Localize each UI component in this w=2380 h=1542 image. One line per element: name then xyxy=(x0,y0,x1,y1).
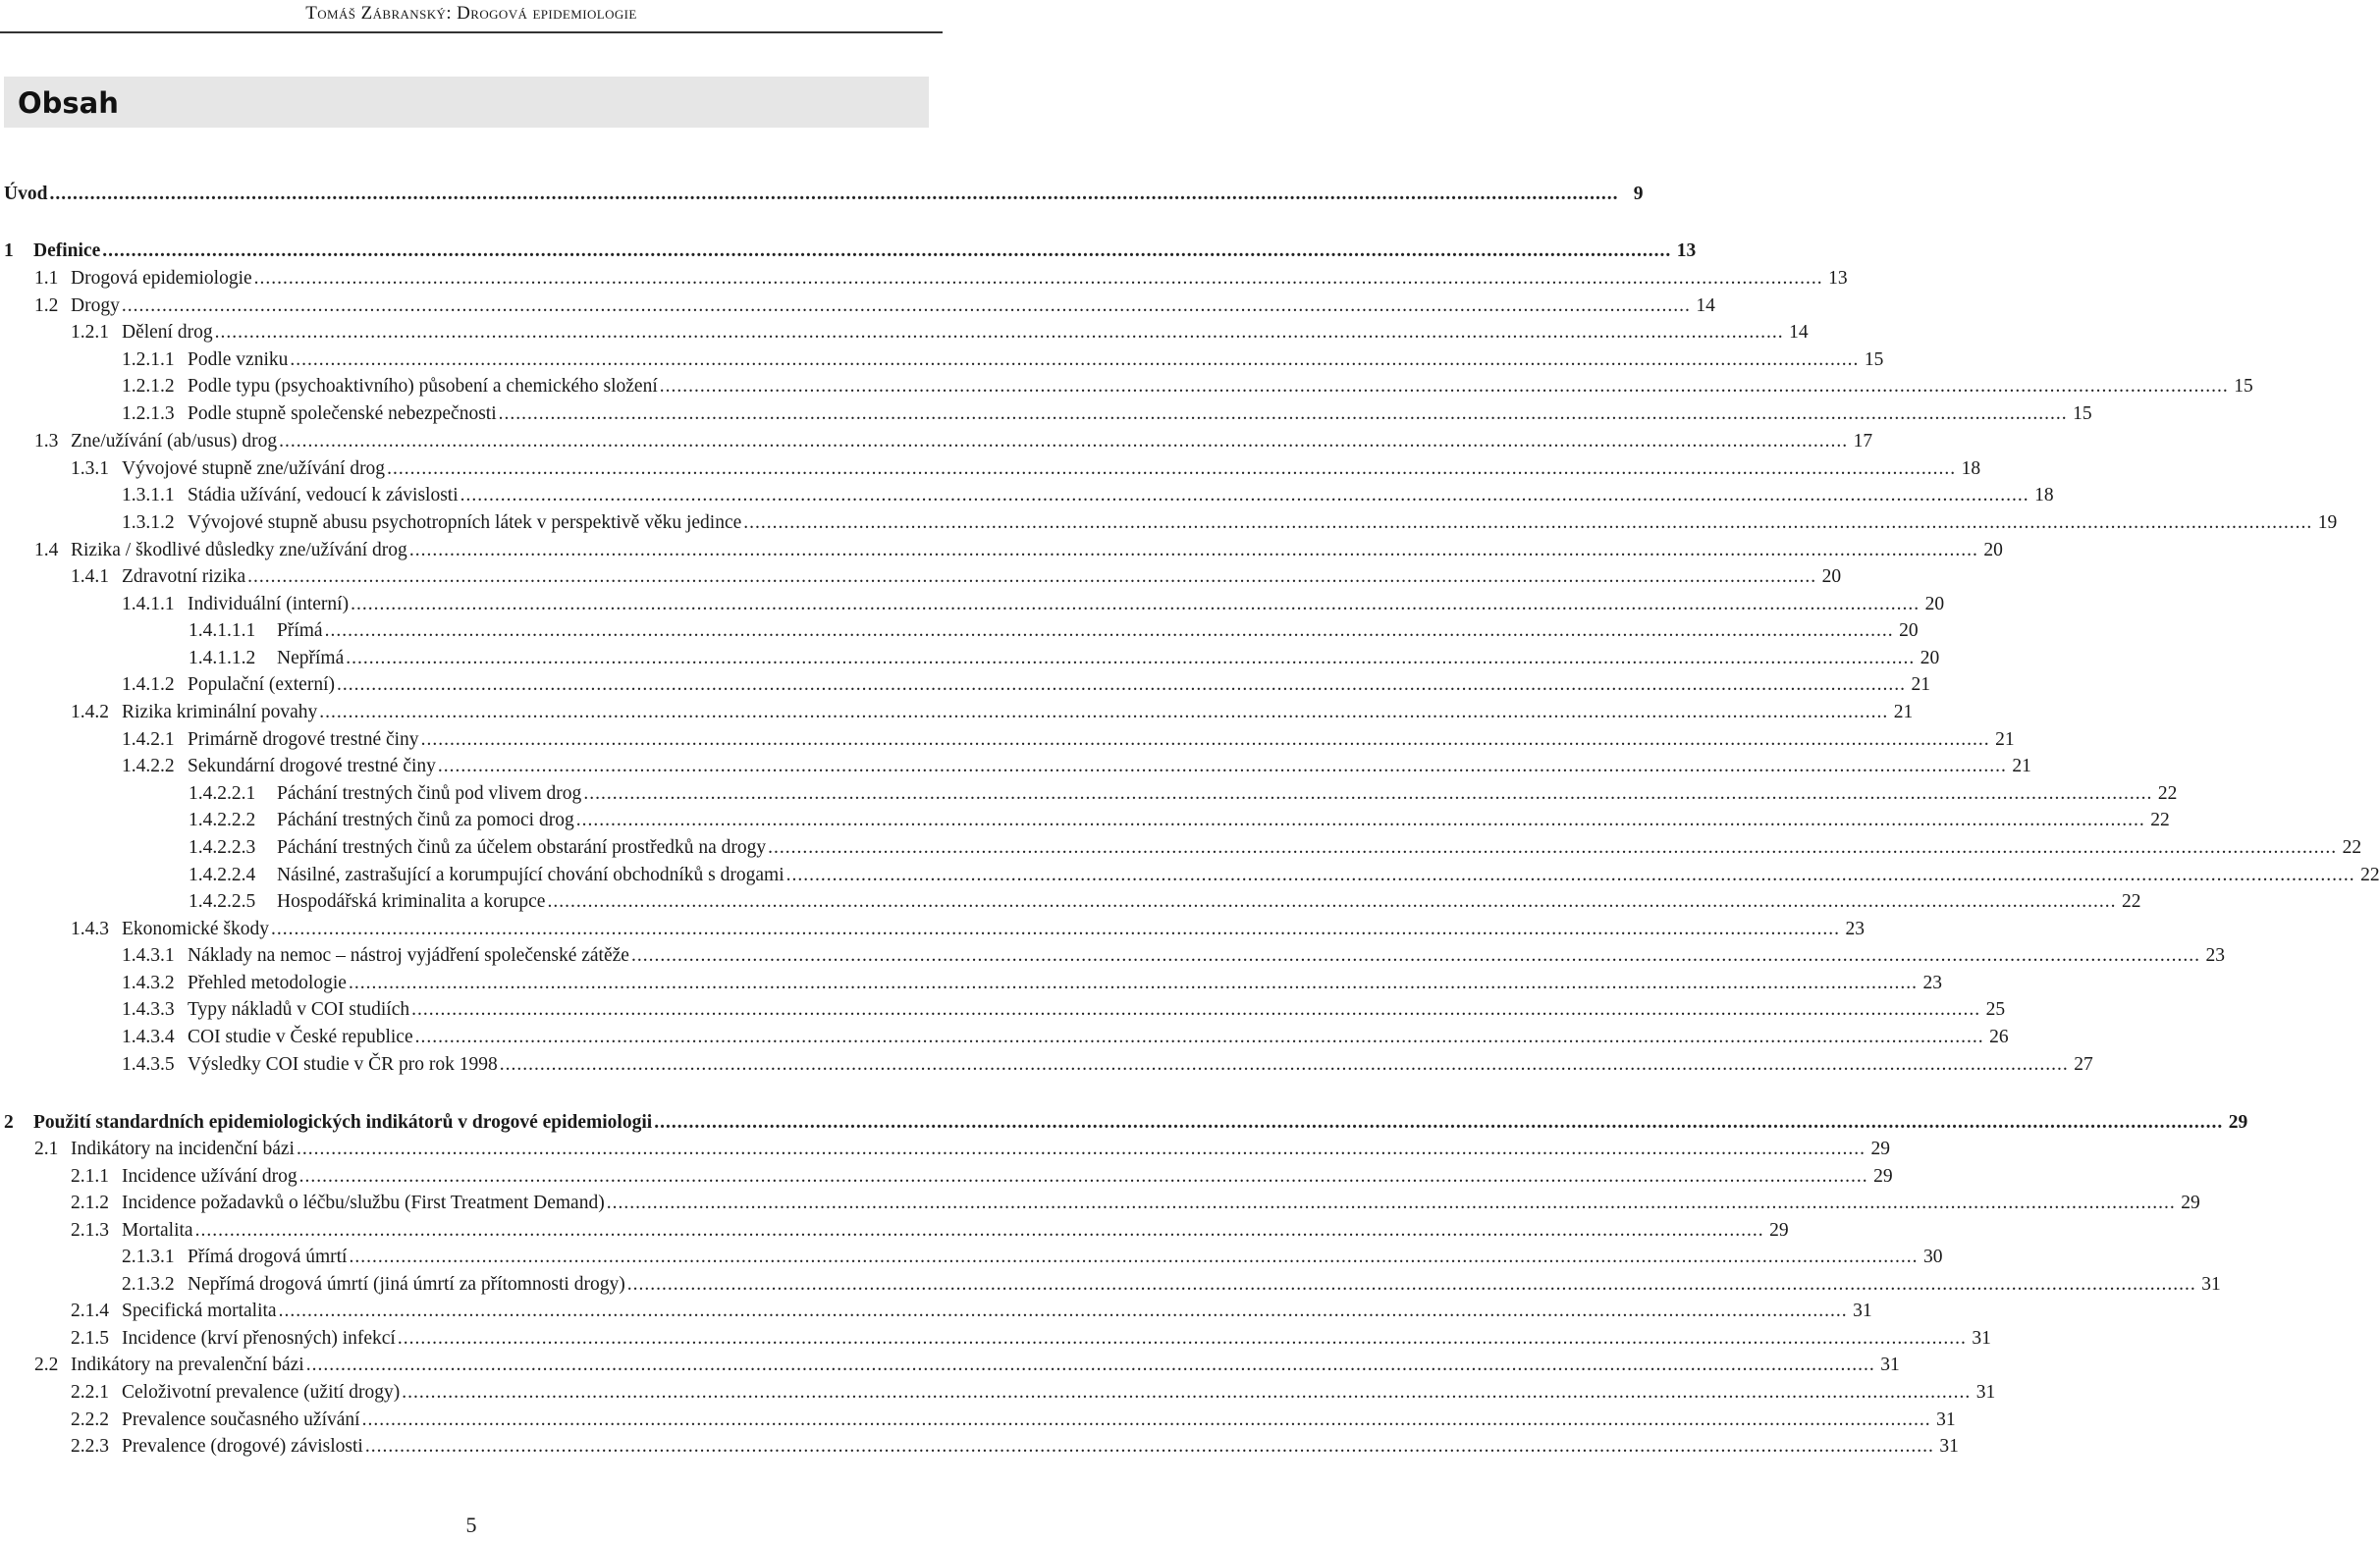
toc-dot-leader xyxy=(298,1164,1871,1190)
toc-dot-leader xyxy=(335,672,1909,698)
toc-entry-title: Páchání trestných činů pod vlivem drog xyxy=(277,783,582,804)
toc-entry-number: 1.4.2.2.5 xyxy=(189,891,256,912)
toc-entry-page: 21 xyxy=(1893,702,1914,722)
toc-dot-leader xyxy=(629,943,2203,969)
toc-dot-leader xyxy=(652,1110,2226,1136)
toc-entry-number: 2.1.4 xyxy=(71,1301,109,1321)
running-head-book-title: Drogová epidemiologie xyxy=(457,3,637,24)
toc-dot-leader xyxy=(277,1299,1851,1324)
toc-entry xyxy=(0,917,1866,942)
toc-entry-title: Drogy xyxy=(71,295,120,316)
toc-entry-page: 27 xyxy=(2074,1054,2093,1075)
toc-entry xyxy=(0,1218,1789,1244)
toc-dot-leader xyxy=(545,889,2119,915)
toc-entry-page: 17 xyxy=(1853,431,1873,452)
toc-entry-title: Podle typu (psychoaktivního) působení a chemického složení xyxy=(188,376,658,397)
toc-entry xyxy=(0,592,1945,617)
toc-dot-leader xyxy=(459,483,2032,508)
toc-entry-number: 1.3.1.1 xyxy=(122,485,175,505)
toc-entry-page: 15 xyxy=(2234,376,2253,397)
toc-entry-page: 31 xyxy=(1975,1382,1996,1403)
toc-dot-leader xyxy=(766,835,2340,861)
toc-entry-page: 15 xyxy=(2073,403,2092,424)
toc-entry-title: Individuální (interní) xyxy=(188,594,350,614)
toc-entry-number: 1.4.2.2.1 xyxy=(189,783,256,804)
toc-dot-leader xyxy=(413,1025,1987,1050)
toc-entry-title: Incidence požadavků o léčbu/službu (First Treatment Demand) xyxy=(122,1193,605,1213)
toc-entry-page: 23 xyxy=(1845,919,1866,939)
toc-entry-number: 1.4.1.2 xyxy=(122,674,175,695)
toc-dot-leader xyxy=(245,564,1819,590)
toc-entry-number: 1.4.1.1.1 xyxy=(189,620,256,641)
toc-entry-title: Přímá xyxy=(277,620,323,641)
toc-entry-title: Incidence užívání drog xyxy=(122,1166,298,1187)
toc-entry xyxy=(0,293,1715,319)
toc-dot-leader xyxy=(288,347,1862,373)
toc-entry xyxy=(0,1326,1991,1352)
toc-entry xyxy=(0,1052,2093,1078)
toc-entry-title: Dělení drog xyxy=(122,322,213,343)
toc-entry-title: Použití standardních epidemiologických indikátorů v drogové epidemiologii xyxy=(33,1112,653,1133)
toc-entry xyxy=(0,889,2141,915)
toc-entry xyxy=(0,781,2178,807)
toc-entry xyxy=(0,429,1873,454)
toc-dot-leader xyxy=(323,618,1897,644)
toc-dot-leader xyxy=(344,646,1918,671)
toc-entry xyxy=(0,1272,2221,1298)
toc-entry-page: 18 xyxy=(2034,485,2054,505)
toc-entry-page: 18 xyxy=(1961,458,1981,479)
toc-entry-title: Podle stupně společenské nebezpečnosti xyxy=(188,403,497,424)
toc-entry xyxy=(0,538,2003,563)
toc-entry xyxy=(0,754,2031,779)
toc-dot-leader xyxy=(277,429,1851,454)
toc-entry-number: 1.4.3.2 xyxy=(122,973,175,993)
toc-dot-leader xyxy=(741,510,2315,536)
toc-entry-page: 20 xyxy=(1920,648,1940,668)
toc-entry xyxy=(0,1353,1900,1378)
toc-entry-page: 23 xyxy=(1922,973,1942,993)
toc-entry-title: Mortalita xyxy=(122,1220,193,1241)
toc-entry-page: 19 xyxy=(2317,512,2338,533)
toc-entry-number: 1.3 xyxy=(34,431,59,452)
toc-dot-leader xyxy=(347,1245,1920,1270)
toc-entry-title: Hospodářská kriminalita a korupce xyxy=(277,891,546,912)
toc-entry-page: 22 xyxy=(2360,865,2380,885)
toc-entry-page: 31 xyxy=(1880,1355,1900,1375)
toc-dot-leader xyxy=(120,293,1694,319)
toc-entry-page: 31 xyxy=(2201,1274,2221,1295)
toc-entry-number: 1.1 xyxy=(34,268,59,289)
toc-entry-number: 2.1 xyxy=(34,1139,59,1159)
toc-dot-leader xyxy=(400,1380,1974,1406)
toc-entry-title: Přehled metodologie xyxy=(188,973,347,993)
toc-entry-title: Nepřímá drogová úmrtí (jiná úmrtí za přítomnosti drogy) xyxy=(188,1274,625,1295)
toc-dot-leader xyxy=(409,997,1983,1023)
toc-entry-page: 23 xyxy=(2205,945,2225,966)
toc-entry-title: Nepřímá xyxy=(277,648,345,668)
toc-entry-number: 1.2.1.3 xyxy=(122,403,175,424)
toc-entry-page: 26 xyxy=(1989,1027,2009,1047)
toc-entry-title: Specifická mortalita xyxy=(122,1301,277,1321)
toc-entry-title: Celoživotní prevalence (užití drogy) xyxy=(122,1382,401,1403)
toc-dot-leader xyxy=(213,320,1787,346)
toc-entry-number: 2 xyxy=(4,1112,14,1133)
toc-entry-page: 29 xyxy=(1870,1139,1890,1159)
toc-entry-number: Úvod xyxy=(4,184,48,204)
toc-entry-number: 1.4.2 xyxy=(71,702,109,722)
toc-entry-number: 1.4.2.2.3 xyxy=(189,837,256,858)
toc-dot-leader xyxy=(419,727,1993,753)
toc-entry-number: 1.4.2.1 xyxy=(122,729,175,750)
toc-entry-number: 1.4.1.1 xyxy=(122,594,175,614)
toc-entry xyxy=(0,239,1697,264)
toc-entry xyxy=(0,1137,1890,1162)
toc-entry-page: 31 xyxy=(1936,1409,1956,1430)
toc-entry-page: 22 xyxy=(2342,837,2362,858)
toc-dot-leader xyxy=(193,1218,1767,1244)
toc-entry-number: 2.1.3 xyxy=(71,1220,109,1241)
toc-entry-title: Stádia užívání, vedoucí k závislosti xyxy=(188,485,459,505)
toc-entry-title: Přímá drogová úmrtí xyxy=(188,1247,348,1267)
toc-entry-page: 14 xyxy=(1696,295,1715,316)
toc-entry-title: Rizika kriminální povahy xyxy=(122,702,318,722)
toc-entry xyxy=(0,1164,1893,1190)
toc-entry-title: Populační (externí) xyxy=(188,674,335,695)
toc-entry-page: 20 xyxy=(1821,566,1842,587)
toc-dot-leader xyxy=(574,808,2148,833)
toc-entry-page: 31 xyxy=(1939,1436,1959,1457)
toc-entry-page: 30 xyxy=(1922,1247,1943,1267)
toc-entry-title: Typy nákladů v COI studiích xyxy=(188,999,410,1020)
toc-entry xyxy=(0,1191,2200,1216)
toc-dot-leader xyxy=(784,863,2358,888)
toc-entry-number: 1.2.1.1 xyxy=(122,349,175,370)
toc-dot-leader xyxy=(436,754,2010,779)
toc-entry-number: 2.2.1 xyxy=(71,1382,109,1403)
toc-dot-leader xyxy=(605,1191,2179,1216)
toc-entry-page: 29 xyxy=(1769,1220,1789,1241)
toc-entry-number: 2.1.5 xyxy=(71,1328,109,1349)
toc-entry-page: 21 xyxy=(1911,674,1930,695)
toc-entry-title: Páchání trestných činů za účelem obstarání prostředků na drogy xyxy=(277,837,767,858)
toc-entry-page: 29 xyxy=(2228,1112,2248,1133)
toc-entry-number: 1.3.1 xyxy=(71,458,109,479)
toc-dot-leader xyxy=(304,1353,1878,1378)
toc-entry-number: 1.4.3 xyxy=(71,919,109,939)
toc-entry xyxy=(0,1408,1956,1433)
toc-entry-number: 2.1.3.1 xyxy=(122,1247,175,1267)
toc-entry xyxy=(0,1025,2009,1050)
toc-dot-leader xyxy=(498,1052,2072,1078)
toc-dot-leader xyxy=(581,781,2155,807)
toc-entry xyxy=(0,182,1644,207)
toc-entry xyxy=(0,727,2015,753)
toc-entry-title: Náklady na nemoc – nástroj vyjádření společenské zátěže xyxy=(188,945,629,966)
toc-dot-leader xyxy=(252,266,1826,292)
toc-entry-page: 20 xyxy=(1899,620,1919,641)
toc-dot-leader xyxy=(396,1326,1970,1352)
toc-entry-page: 22 xyxy=(2157,783,2178,804)
toc-dot-leader xyxy=(100,239,1674,264)
toc-entry xyxy=(0,510,2338,536)
toc-dot-leader xyxy=(317,700,1891,725)
toc-entry-title: Sekundární drogové trestné činy xyxy=(188,756,436,776)
toc-entry-title: COI studie v České republice xyxy=(188,1027,413,1047)
toc-entry xyxy=(0,266,1848,292)
toc-entry xyxy=(0,618,1919,644)
toc-entry-title: Vývojové stupně abusu psychotropních látek v perspektivě věku jedince xyxy=(188,512,742,533)
toc-entry xyxy=(0,1434,1959,1460)
toc-entry-title: Páchání trestných činů za pomoci drog xyxy=(277,810,574,830)
toc-dot-leader xyxy=(360,1408,1934,1433)
toc-entry xyxy=(0,401,2092,427)
toc-entry-page: 25 xyxy=(1985,999,2006,1020)
toc-dot-leader xyxy=(349,592,1922,617)
toc-entry-number: 1.4.1.1.2 xyxy=(189,648,256,668)
toc-entry-title: Výsledky COI studie v ČR pro rok 1998 xyxy=(188,1054,498,1075)
toc-entry xyxy=(0,863,2380,888)
toc-entry-number: 2.1.2 xyxy=(71,1193,109,1213)
toc-entry-number: 1.4 xyxy=(34,540,59,560)
toc-entry-page: 22 xyxy=(2150,810,2170,830)
toc-entry-page: 15 xyxy=(1864,349,1884,370)
toc-entry-page: 13 xyxy=(1828,268,1848,289)
toc-entry-title: Indikátory na incidenční bázi xyxy=(71,1139,295,1159)
toc-entry xyxy=(0,808,2170,833)
toc-entry-page: 20 xyxy=(1924,594,1945,614)
toc-entry-page: 13 xyxy=(1676,240,1697,261)
page-number: 5 xyxy=(465,1513,477,1537)
toc-entry-number: 2.2.2 xyxy=(71,1409,109,1430)
toc-entry-title: Rizika / škodlivé důsledky zne/užívání drog xyxy=(71,540,407,560)
toc-entry-number: 1.4.3.5 xyxy=(122,1054,175,1075)
running-head-separator: : xyxy=(446,3,458,24)
toc-entry-number: 1.2.1.2 xyxy=(122,376,175,397)
toc-entry-number: 1.4.2.2.2 xyxy=(189,810,256,830)
toc-entry xyxy=(0,835,2362,861)
toc-entry-number: 1 xyxy=(4,240,14,261)
toc-entry-number: 1.4.3.1 xyxy=(122,945,175,966)
toc-entry-number: 1.3.1.2 xyxy=(122,512,175,533)
toc-entry-number: 1.2 xyxy=(34,295,59,316)
toc-entry-title: Násilné, zastrašující a korumpující chování obchodníků s drogami xyxy=(277,865,784,885)
toc-entry-number: 1.4.3.3 xyxy=(122,999,175,1020)
toc-entry-title: Zdravotní rizika xyxy=(122,566,246,587)
toc-entry xyxy=(0,1380,1996,1406)
toc-entry-title: Definice xyxy=(33,240,101,261)
toc-entry-title: Incidence (krví přenosných) infekcí xyxy=(122,1328,396,1349)
toc-entry-number: 2.1.1 xyxy=(71,1166,109,1187)
toc-entry-number: 1.4.2.2.4 xyxy=(189,865,256,885)
toc-entry-title: Zne/užívání (ab/usus) drog xyxy=(71,431,278,452)
toc-entry-page: 9 xyxy=(1633,184,1644,204)
toc-entry xyxy=(0,347,1884,373)
toc-entry xyxy=(0,1110,2248,1136)
toc-entry-number: 1.4.1 xyxy=(71,566,109,587)
toc-dot-leader xyxy=(497,401,2071,427)
toc-entry-page: 21 xyxy=(1995,729,2015,750)
toc-entry-page: 20 xyxy=(1983,540,2003,560)
toc-entry xyxy=(0,646,1940,671)
toc-entry-number: 1.4.2.2 xyxy=(122,756,175,776)
running-head xyxy=(0,0,943,33)
toc-dot-leader xyxy=(269,917,1843,942)
toc-entry xyxy=(0,997,2006,1023)
toc-dot-leader xyxy=(658,374,2232,399)
toc-entry-title: Drogová epidemiologie xyxy=(71,268,252,289)
toc-entry xyxy=(0,1299,1872,1324)
toc-dot-leader xyxy=(47,182,1621,207)
toc-entry-page: 21 xyxy=(2012,756,2031,776)
toc-entry-number: 2.2 xyxy=(34,1355,59,1375)
toc-entry-title: Ekonomické škody xyxy=(122,919,270,939)
toc-dot-leader xyxy=(407,538,1981,563)
toc-dot-leader xyxy=(385,456,1959,482)
contents-heading-band xyxy=(4,77,929,128)
toc-entry xyxy=(0,700,1914,725)
toc-entry-page: 14 xyxy=(1789,322,1809,343)
toc-entry-title: Prevalence současného užívání xyxy=(122,1409,360,1430)
toc-entry-page: 22 xyxy=(2121,891,2141,912)
toc-entry xyxy=(0,943,2225,969)
toc-entry xyxy=(0,483,2054,508)
page-title: Obsah xyxy=(18,86,119,120)
toc-entry-number: 2.2.3 xyxy=(71,1436,109,1457)
toc-entry xyxy=(0,564,1842,590)
toc-entry xyxy=(0,672,1930,698)
toc-entry-number: 1.4.3.4 xyxy=(122,1027,175,1047)
toc-dot-leader xyxy=(347,971,1920,996)
toc-entry-number: 1.2.1 xyxy=(71,322,109,343)
toc-entry-title: Vývojové stupně zne/užívání drog xyxy=(122,458,386,479)
toc-entry xyxy=(0,456,1981,482)
toc-entry-page: 31 xyxy=(1853,1301,1872,1321)
toc-entry-number: 2.1.3.2 xyxy=(122,1274,175,1295)
toc-dot-leader xyxy=(295,1137,1868,1162)
toc-entry xyxy=(0,1245,1943,1270)
toc-entry-page: 31 xyxy=(1972,1328,1991,1349)
toc-entry-title: Prevalence (drogové) závislosti xyxy=(122,1436,363,1457)
toc-entry xyxy=(0,320,1809,346)
running-head-author: Tomáš Zábranský xyxy=(305,3,447,24)
toc-entry xyxy=(0,374,2253,399)
toc-entry-title: Podle vzniku xyxy=(188,349,289,370)
toc-dot-leader xyxy=(625,1272,2199,1298)
toc-entry-page: 29 xyxy=(1873,1166,1893,1187)
toc-entry-page: 29 xyxy=(2181,1193,2200,1213)
toc-entry xyxy=(0,971,1942,996)
toc-entry-title: Primárně drogové trestné činy xyxy=(188,729,419,750)
toc-dot-leader xyxy=(363,1434,1937,1460)
toc-entry-title: Indikátory na prevalenční bázi xyxy=(71,1355,304,1375)
